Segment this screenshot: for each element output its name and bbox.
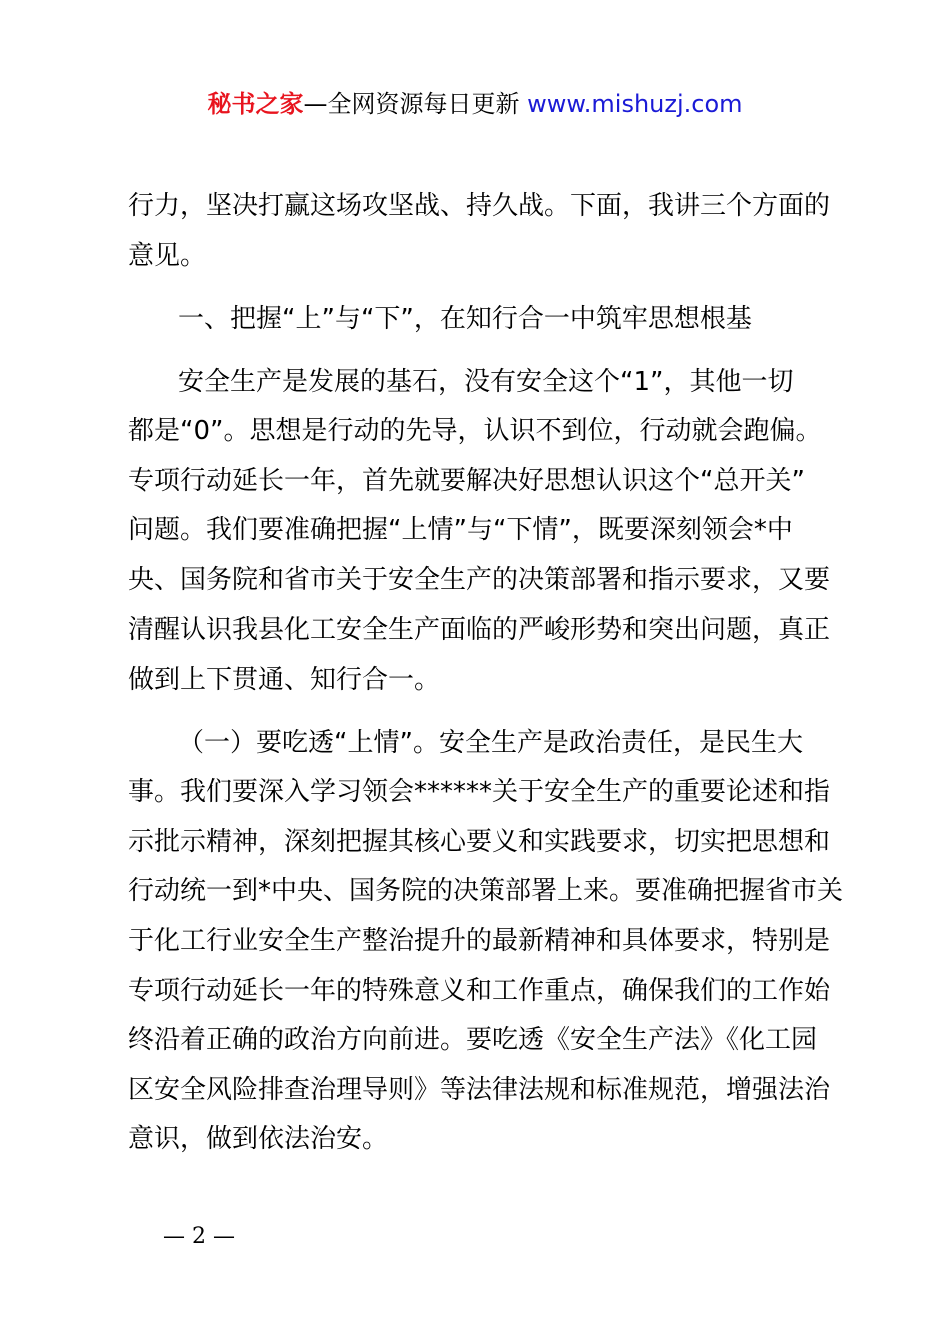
- body-line: 清醒认识我县化工安全生产面临的严峻形势和突出问题，真正: [128, 615, 831, 645]
- body-line: 示批示精神，深刻把握其核心要义和实践要求，切实把思想和: [128, 827, 831, 857]
- body-line: 问题。我们要准确把握“上情”与“下情”，既要深刻领会*中: [128, 515, 793, 545]
- body-line: 安全生产是发展的基石，没有安全这个“1”，其他一切: [178, 367, 794, 397]
- page-number: — 2 —: [163, 1224, 235, 1249]
- section-heading: 一、把握“上”与“下”，在知行合一中筑牢思想根基: [178, 304, 752, 334]
- header-dash: —: [303, 90, 328, 118]
- body-line: 于化工行业安全生产整治提升的最新精神和具体要求，特别是: [128, 926, 831, 956]
- body-line: 行力，坚决打赢这场攻坚战、持久战。下面，我讲三个方面的: [128, 191, 831, 221]
- body-line: 专项行动延长一年，首先就要解决好思想认识这个“总开关”: [128, 466, 805, 496]
- body-line: 行动统一到*中央、国务院的决策部署上来。要准确把握省市关: [128, 876, 844, 906]
- body-line: 事。我们要深入学习领会******关于安全生产的重要论述和指: [128, 777, 831, 807]
- body-line: 央、国务院和省市关于安全生产的决策部署和指示要求，又要: [128, 565, 831, 595]
- body-line: 意见。: [128, 241, 207, 271]
- body-line: 都是“0”。思想是行动的先导，认识不到位，行动就会跑偏。: [128, 416, 822, 446]
- body-line: 意识，做到依法治安。: [128, 1124, 389, 1154]
- body-line: 终沿着正确的政治方向前进。要吃透《安全生产法》《化工园: [128, 1025, 818, 1055]
- site-header: [0, 84, 950, 124]
- body-line: 专项行动延长一年的特殊意义和工作重点，确保我们的工作始: [128, 976, 831, 1006]
- subsection-line: （一）要吃透“上情”。安全生产是政治责任，是民生大: [178, 728, 803, 758]
- body-line: 区安全风险排查治理导则》等法律法规和标准规范，增强法治: [128, 1075, 831, 1105]
- header-slogan: 全网资源每日更新: [327, 90, 528, 118]
- site-url-link[interactable]: www.mishuzj.com: [527, 90, 743, 118]
- body-line: 做到上下贯通、知行合一。: [128, 665, 441, 695]
- brand-name: 秘书之家: [207, 90, 304, 118]
